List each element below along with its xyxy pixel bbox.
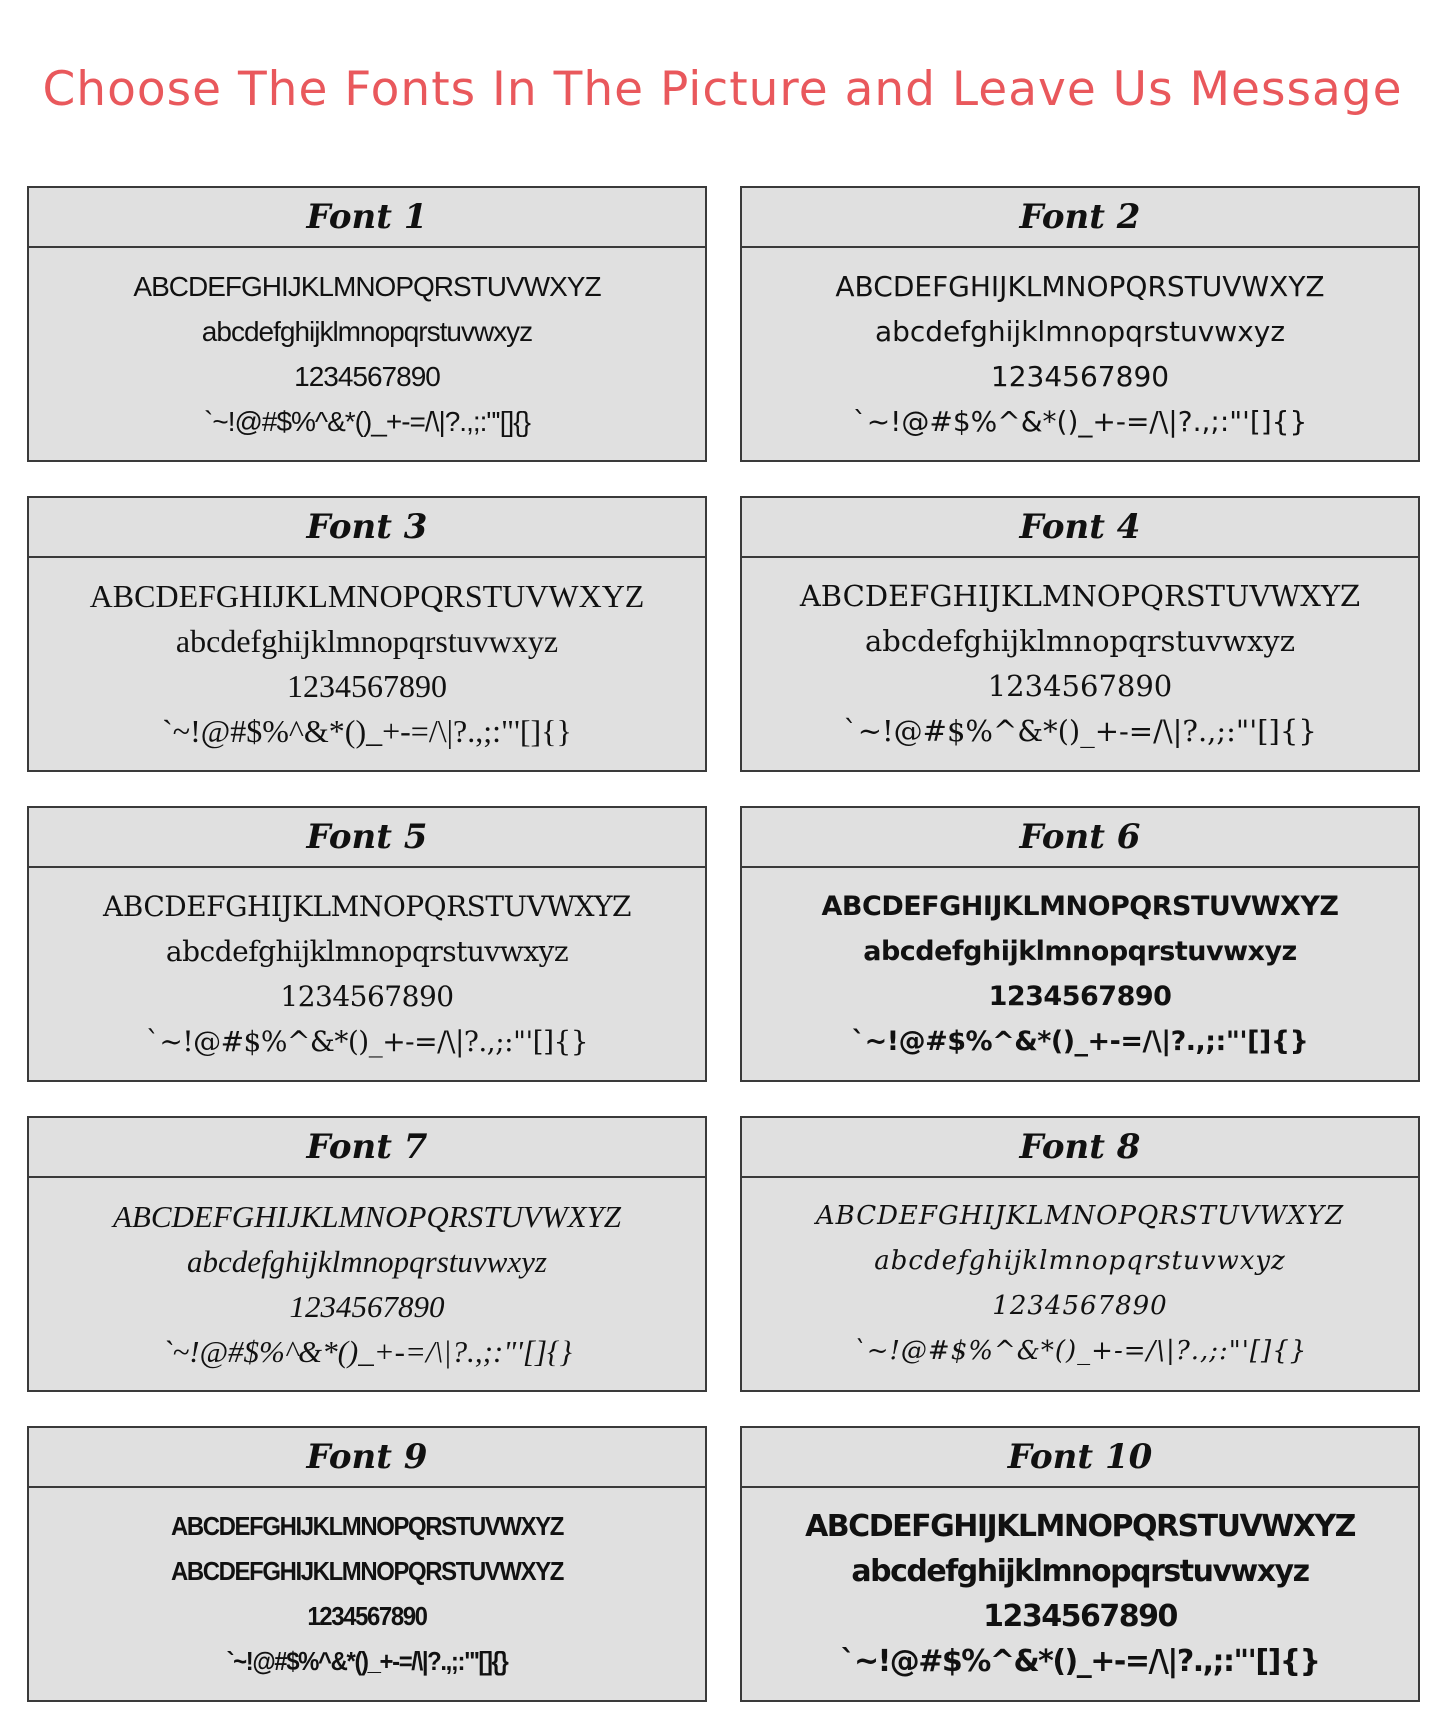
digits-sample: 1234567890 [294,361,440,392]
font-card-1 [27,186,707,462]
uppercase-sample: ABCDEFGHIJKLMNOPQRSTUVWXYZ [112,1199,622,1234]
font-card-6 [740,806,1420,1082]
symbols-sample: `~!@#$%^&*()_+-=/\|?.,;:"'[]{} [843,714,1317,748]
uppercase-sample: ABCDEFGHIJKLMNOPQRSTUVWXYZ [103,890,631,923]
font-sample [29,248,705,460]
lowercase-sample: abcdefghijklmnopqrstuvwxyz [865,624,1295,658]
symbols-sample: `~!@#$%^&*()_+-=/\|?.,;:"'[]{} [145,1025,589,1058]
font-card-4 [740,496,1420,772]
font-sample [56,1488,678,1700]
symbols-sample: `~!@#$%^&*()_+-=/\|?.,;:"'[]{} [852,1336,1308,1366]
font-card-title: Font 5 [29,808,705,868]
font-card-3 [27,496,707,772]
digits-sample: 1234567890 [983,1599,1177,1634]
font-card-7 [27,1116,707,1392]
font-card-title: Font 4 [742,498,1418,558]
lowercase-sample: abcdefghijklmnopqrstuvwxyz [165,935,569,968]
font-card-title: Font 9 [29,1428,705,1488]
font-card-8 [740,1116,1420,1392]
page-title: Choose The Fonts In The Picture and Leave Us Message [42,62,1403,117]
lowercase-sample: ABCDEFGHIJKLMNOPQRSTUVWXYZ [170,1556,564,1586]
lowercase-sample: abcdefghijklmnopqrstuvwxyz [851,1554,1309,1589]
symbols-sample: `~!@#$%^&*()_+-=/\|?.,;:"'[]{} [162,1334,572,1369]
font-card-10 [740,1426,1420,1702]
font-sample [742,1178,1418,1390]
font-sample [742,248,1418,460]
font-sample [742,558,1418,770]
font-card-2 [740,186,1420,462]
font-card-title: Font 7 [29,1118,705,1178]
uppercase-sample: ABCDEFGHIJKLMNOPQRSTUVWXYZ [815,1201,1345,1231]
lowercase-sample: abcdefghijklmnopqrstuvwxyz [874,1246,1286,1276]
font-sample [29,558,705,770]
digits-sample: 1234567890 [988,981,1172,1012]
font-sample [29,868,705,1080]
symbols-sample: `~!@#$%^&*()_+-=/\|?.,;:"'[]{} [162,713,572,749]
digits-sample: 1234567890 [990,360,1170,393]
font-card-title: Font 8 [742,1118,1418,1178]
digits-sample: 1234567890 [287,668,447,704]
uppercase-sample: ABCDEFGHIJKLMNOPQRSTUVWXYZ [799,579,1361,613]
symbols-sample: `~!@#$%^&*()_+-=/\|?.,;:"'[]{} [204,406,530,437]
font-card-title: Font 3 [29,498,705,558]
uppercase-sample: ABCDEFGHIJKLMNOPQRSTUVWXYZ [835,270,1325,303]
digits-sample: 1234567890 [280,980,454,1013]
symbols-sample: `~!@#$%^&*()_+-=/\|?.,;:"'[]{} [226,1646,508,1676]
uppercase-sample: ABCDEFGHIJKLMNOPQRSTUVWXYZ [133,271,601,302]
font-card-title: Font 6 [742,808,1418,868]
font-sample [742,868,1418,1080]
font-card-5 [27,806,707,1082]
font-sample [29,1178,705,1390]
symbols-sample: `~!@#$%^&*()_+-=/\|?.,;:"'[]{} [852,405,1308,438]
font-card-9 [27,1426,707,1702]
lowercase-sample: abcdefghijklmnopqrstuvwxyz [175,623,559,659]
lowercase-sample: abcdefghijklmnopqrstuvwxyz [874,315,1286,348]
font-card-title: Font 10 [742,1428,1418,1488]
uppercase-sample: ABCDEFGHIJKLMNOPQRSTUVWXYZ [805,1509,1355,1544]
font-grid [27,186,1420,1702]
font-card-title: Font 1 [29,188,705,248]
symbols-sample: `~!@#$%^&*()_+-=/\|?.,;:"'[]{} [840,1644,1320,1679]
font-sample [742,1488,1418,1700]
lowercase-sample: abcdefghijklmnopqrstuvwxyz [201,316,533,347]
uppercase-sample: ABCDEFGHIJKLMNOPQRSTUVWXYZ [821,891,1339,922]
font-card-title: Font 2 [742,188,1418,248]
uppercase-sample: ABCDEFGHIJKLMNOPQRSTUVWXYZ [89,578,645,614]
lowercase-sample: abcdefghijklmnopqrstuvwxyz [863,936,1297,967]
digits-sample: 1234567890 [307,1601,427,1631]
digits-sample: 1234567890 [992,1291,1168,1321]
uppercase-sample: ABCDEFGHIJKLMNOPQRSTUVWXYZ [170,1511,564,1541]
symbols-sample: `~!@#$%^&*()_+-=/\|?.,;:"'[]{} [851,1026,1309,1057]
digits-sample: 1234567890 [289,1289,445,1324]
digits-sample: 1234567890 [987,669,1173,703]
lowercase-sample: abcdefghijklmnopqrstuvwxyz [187,1244,547,1279]
